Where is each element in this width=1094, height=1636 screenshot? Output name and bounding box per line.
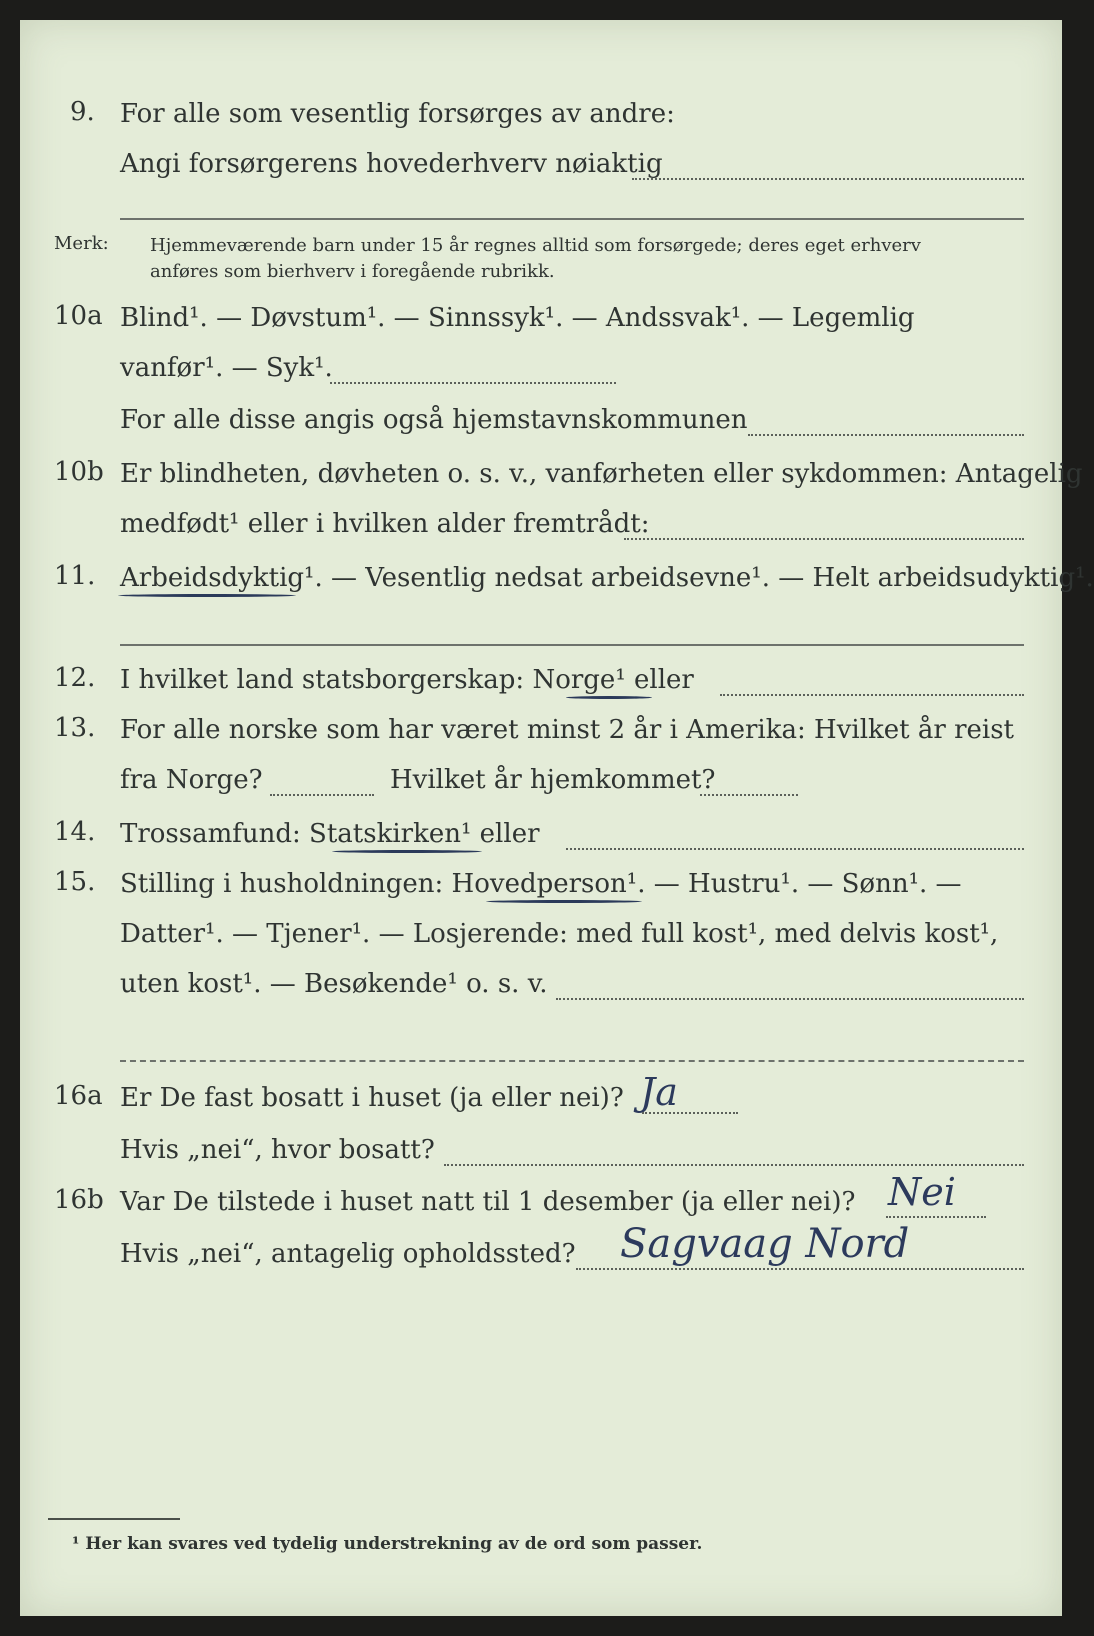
question-14-line1: Trossamfund: Statskirken¹ eller [120, 819, 540, 849]
question-16a-answer-line [642, 1112, 738, 1114]
norge-underline [566, 696, 652, 699]
question-10a-number: 10a [54, 301, 103, 331]
question-9-number: 9. [70, 97, 95, 127]
question-9-answer-line [632, 178, 1024, 180]
question-10b-number: 10b [54, 457, 104, 487]
question-10a-syk-line [330, 382, 616, 384]
question-9-line2: Angi forsørgerens hovederhverv nøiaktig [120, 149, 663, 179]
question-16a-bosatt-line [444, 1164, 1024, 1166]
question-11-number: 11. [54, 561, 96, 591]
question-13-line1: For alle norske som har været minst 2 år i Amerika: Hvilket år reist [120, 715, 1014, 745]
question-12-answer-line [720, 694, 1024, 696]
question-16a-line2: Hvis „nei“, hvor bosatt? [120, 1135, 435, 1165]
question-16a-line1: Er De fast bosatt i huset (ja eller nei)? [120, 1083, 624, 1113]
arbeidsdyktig-underline [118, 594, 296, 597]
question-16a-number: 16a [54, 1081, 103, 1111]
question-16a-handwritten-answer: Ja [640, 1070, 678, 1114]
statskirken-underline [332, 850, 482, 853]
question-10b-line2: medfødt¹ eller i hvilken alder fremtrådt: [120, 509, 650, 539]
census-form-page [20, 20, 1094, 1616]
question-14-answer-line [566, 848, 1024, 850]
question-11-line1: Arbeidsdyktig¹. — Vesentlig nedsat arbeidsevne¹. — Helt arbeidsudyktig¹. [120, 563, 1094, 593]
question-15-line3: uten kost¹. — Besøkende¹ o. s. v. [120, 969, 548, 999]
question-10a-line2: vanfør¹. — Syk¹. [120, 353, 333, 383]
question-10a-answer-line [748, 434, 1024, 436]
question-16b-answer-line [886, 1216, 986, 1218]
question-16b-handwritten-place: Sagvaag Nord [620, 1221, 910, 1267]
question-13-line2a: fra Norge? [120, 765, 263, 795]
question-15-number: 15. [54, 867, 96, 897]
question-10b-line1: Er blindheten, døvheten o. s. v., vanførheten eller sykdommen: Antagelig [120, 459, 1083, 489]
question-10a-line1: Blind¹. — Døvstum¹. — Sinnssyk¹. — Andssvak¹. — Legemlig [120, 303, 915, 333]
question-16b-line2: Hvis „nei“, antagelig opholdssted? [120, 1239, 576, 1269]
hovedperson-underline [486, 900, 642, 903]
question-10a-line3: For alle disse angis også hjemstavnskommunen [120, 405, 748, 435]
question-16b-handwritten-answer: Nei [888, 1170, 956, 1214]
footnote-rule [48, 1518, 180, 1520]
question-13-number: 13. [54, 713, 96, 743]
question-12-line1: I hvilket land statsborgerskap: Norge¹ eller [120, 665, 694, 695]
question-9-separator [120, 218, 1024, 220]
question-12-number: 12. [54, 663, 96, 693]
question-15-line1: Stilling i husholdningen: Hovedperson¹. — Hustru¹. — Sønn¹. — [120, 869, 962, 899]
question-13-hjemkommet-line [700, 794, 798, 796]
merk-line1: Hjemmeværende barn under 15 år regnes alltid som forsørgede; deres eget erhverv [150, 235, 921, 256]
question-15-answer-line [556, 998, 1024, 1000]
question-15-line2: Datter¹. — Tjener¹. — Losjerende: med full kost¹, med delvis kost¹, [120, 919, 999, 949]
question-13-line2b: Hvilket år hjemkommet? [390, 765, 716, 795]
question-14-number: 14. [54, 817, 96, 847]
footnote-text: ¹ Her kan svares ved tydelig understrekning av de ord som passer. [72, 1534, 703, 1554]
merk-label: Merk: [54, 233, 109, 254]
question-15-extra-line [120, 1060, 1024, 1062]
merk-line2: anføres som bierhverv i foregående rubrikk. [150, 261, 555, 282]
question-16b-line1: Var De tilstede i huset natt til 1 desember (ja eller nei)? [120, 1187, 856, 1217]
question-16b-opholdssted-line [576, 1268, 1024, 1270]
question-11-answer-line [120, 644, 1024, 646]
question-16b-number: 16b [54, 1185, 104, 1215]
question-10b-answer-line [624, 538, 1024, 540]
question-13-reist-line [270, 794, 374, 796]
question-9-line1: For alle som vesentlig forsørges av andre: [120, 99, 675, 129]
